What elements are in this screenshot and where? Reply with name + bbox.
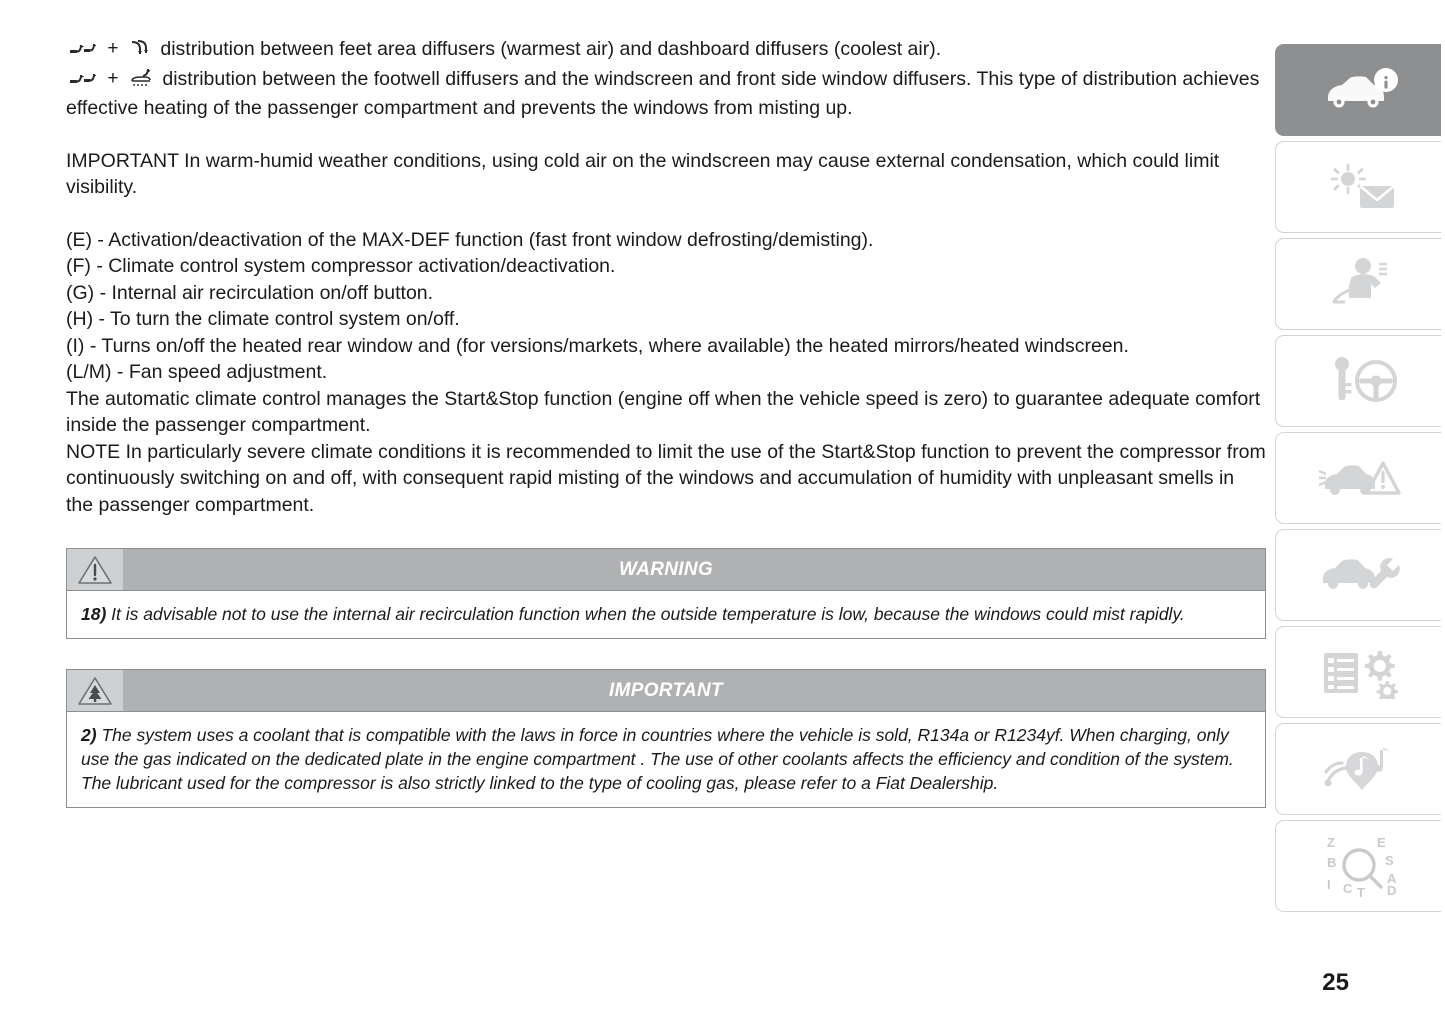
legend-item-h: (H) - To turn the climate control system on/off. xyxy=(66,308,460,330)
svg-text:T: T xyxy=(1356,885,1365,899)
tab-maintenance-care[interactable] xyxy=(1275,529,1441,621)
callout-warning-ref: 18) xyxy=(81,604,107,624)
feet-diffuser-icon xyxy=(66,36,96,66)
tab-car-info[interactable] xyxy=(1275,44,1441,136)
paragraph-important-condensation: IMPORTANT In warm-humid weather conditions, using cold air on the windscreen may cause external condensation, which could limit visibility. xyxy=(66,149,1220,198)
legend-item-f: (F) - Climate control system compressor activation/deactivation. xyxy=(66,255,616,277)
paragraph-distribution-footwell-windscreen xyxy=(66,66,1266,122)
page-number: 25 xyxy=(1322,969,1349,996)
tab-starting-driving[interactable] xyxy=(1275,335,1441,427)
tab-technical-specifications[interactable] xyxy=(1275,626,1441,718)
svg-text:I: I xyxy=(1326,877,1331,892)
callout-warning xyxy=(66,548,1266,639)
svg-text:C: C xyxy=(1342,881,1352,896)
paragraph-distribution-feet-dashboard xyxy=(66,36,1266,66)
tab-alphabetical-index[interactable] xyxy=(1275,820,1441,912)
svg-text:E: E xyxy=(1376,835,1386,850)
page-content xyxy=(66,36,1266,808)
paragraph-note-severe-conditions: NOTE In particularly severe climate conditions it is recommended to limit the use of the Start&Stop function to prevent the compressor from continuously switching on and off, with consequent rapid misting of the windows and accumulation of humidity with unpleasant smells in the passenger compartment. xyxy=(66,440,1266,516)
callout-important xyxy=(66,669,1266,808)
callout-warning-text: It is advisable not to use the internal air recirculation function when the outside temperature is low, because the windows could mist rapidly. xyxy=(111,604,1185,624)
text-distribution-feet-dashboard: distribution between feet area diffusers (warmest air) and dashboard diffusers (coolest air). xyxy=(160,38,942,60)
callout-important-ref: 2) xyxy=(81,725,97,745)
callout-warning-title: WARNING xyxy=(619,558,713,580)
feet-diffuser-icon-2 xyxy=(66,66,96,96)
windscreen-defrost-icon xyxy=(129,66,155,96)
callout-important-header xyxy=(66,669,1266,712)
svg-text:D: D xyxy=(1386,883,1396,898)
tab-dashboard-controls[interactable] xyxy=(1275,141,1441,233)
plus-symbol-2: + xyxy=(107,67,119,89)
tab-safety[interactable] xyxy=(1275,238,1441,330)
callout-important-title: IMPORTANT xyxy=(609,679,723,701)
legend-item-i: (I) - Turns on/off the heated rear window and (for versions/markets, where available) the heated mirrors/heated windscreen. xyxy=(66,334,1129,357)
environment-tree-icon xyxy=(67,670,123,711)
tab-multimedia[interactable] xyxy=(1275,723,1441,815)
text-distribution-footwell-windscreen: distribution between the footwell diffusers and the windscreen and front side window diffusers. This type of distribution achieves effective heating of the passenger compartment and prevents the windows from misting up. xyxy=(66,67,1260,119)
svg-text:S: S xyxy=(1384,853,1394,868)
legend-item-e: (E) - Activation/deactivation of the MAX-DEF function (fast front window defrosting/demisting). xyxy=(66,228,874,251)
warning-triangle-icon xyxy=(67,549,123,590)
callout-important-text: The system uses a coolant that is compatible with the laws in force in countries where the vehicle is sold, R134a or R1234yf. When charging, only use the gas indicated on the dedicated plate in the engine compartment . The use of other coolants affects the efficiency and condition of the system. The lubricant used for the compressor is also strictly linked to the type of cooling gas, please refer to a Fiat Dealership. xyxy=(81,725,1234,793)
chapter-tab-rail xyxy=(1275,44,1445,917)
svg-text:B: B xyxy=(1326,855,1336,870)
paragraph-start-stop: The automatic climate control manages the Start&Stop function (engine off when the vehicle speed is zero) to guarantee adequate comfort inside the passenger compartment. xyxy=(66,387,1261,436)
callout-important-body xyxy=(66,712,1266,808)
callout-warning-body xyxy=(66,591,1266,639)
control-legend-list xyxy=(66,227,1266,519)
plus-symbol-1: + xyxy=(107,38,119,59)
callout-warning-header xyxy=(66,548,1266,591)
svg-text:Z: Z xyxy=(1326,835,1335,850)
dashboard-diffuser-icon xyxy=(129,36,153,66)
svg-text:A: A xyxy=(1386,871,1396,886)
tab-emergency[interactable] xyxy=(1275,432,1441,524)
legend-item-g: (G) - Internal air recirculation on/off button. xyxy=(66,281,434,304)
legend-item-lm: (L/M) - Fan speed adjustment. xyxy=(66,361,328,383)
